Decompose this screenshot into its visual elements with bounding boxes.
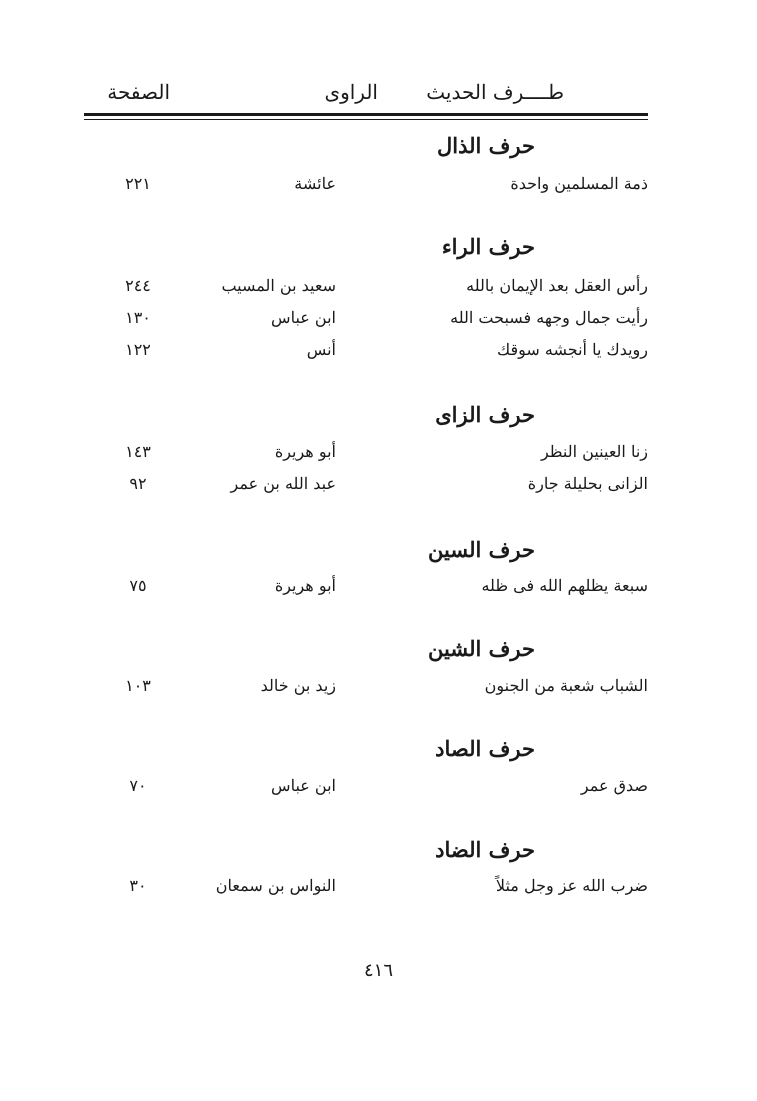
page-number: ٤١٦ [363,960,393,981]
section-title: حرف الصاد [435,736,535,761]
header-rule-thin [84,119,648,120]
hadith-text: الزانى بحليلة جارة [527,474,648,493]
hadith-text: ذمة المسلمين واحدة [510,174,648,193]
rawi-name: النواس بن سمعان [215,876,336,895]
page-ref: ١٤٣ [125,442,151,461]
hadith-text: سبعة يظلهم الله فى ظله [481,576,648,595]
hadith-text: ضرب الله عز وجل مثلاً [495,876,648,895]
page-ref: ٧٥ [129,576,147,595]
page-ref: ١٠٣ [125,676,151,695]
page-ref: ١٢٢ [125,340,151,359]
page-ref: ٢٤٤ [125,276,151,295]
section-title: حرف الزاى [435,402,535,427]
rawi-name: ابن عباس [271,308,336,327]
table-row [84,276,648,302]
rawi-name: سعيد بن المسيب [221,276,336,295]
table-row [84,474,648,500]
table-row [84,576,648,602]
rawi-name: أنس [306,340,336,359]
table-row [84,442,648,468]
table-row [84,340,648,366]
rawi-name: أبو هريرة [274,442,336,461]
table-row [84,876,648,902]
section-title: حرف الذال [437,133,535,158]
table-header [84,80,648,110]
table-row [84,776,648,802]
header-rawi: الراوى [324,80,378,104]
header-page: الصفحة [107,80,170,104]
table-row [84,676,648,702]
rawi-name: أبو هريرة [274,576,336,595]
rawi-name: زيد بن خالد [260,676,336,695]
hadith-text: رأيت جمال وجهه فسبحت الله [450,308,648,327]
page-ref: ٧٠ [129,776,147,795]
page-ref: ٩٢ [129,474,147,493]
hadith-text: الشباب شعبة من الجنون [484,676,648,695]
hadith-text: زنا العينين النظر [540,442,648,461]
rawi-name: ابن عباس [271,776,336,795]
header-hadith: طــــرف الحديث [426,80,564,104]
section-title: حرف الضاد [435,837,535,862]
rawi-name: عائشة [294,174,336,193]
page-ref: ٣٠ [129,876,147,895]
hadith-text: رأس العقل بعد الإيمان بالله [466,276,648,295]
hadith-text: صدق عمر [580,776,648,795]
table-row [84,308,648,334]
section-title: حرف السين [428,537,535,562]
hadith-text: رويدك يا أنجشه سوقك [497,340,648,359]
page-ref: ١٣٠ [125,308,151,327]
table-row [84,174,648,200]
section-title: حرف الشين [428,636,535,661]
page-ref: ٢٢١ [125,174,151,193]
section-title: حرف الراء [441,234,535,259]
header-rule-thick [84,113,648,116]
rawi-name: عبد الله بن عمر [230,474,336,493]
